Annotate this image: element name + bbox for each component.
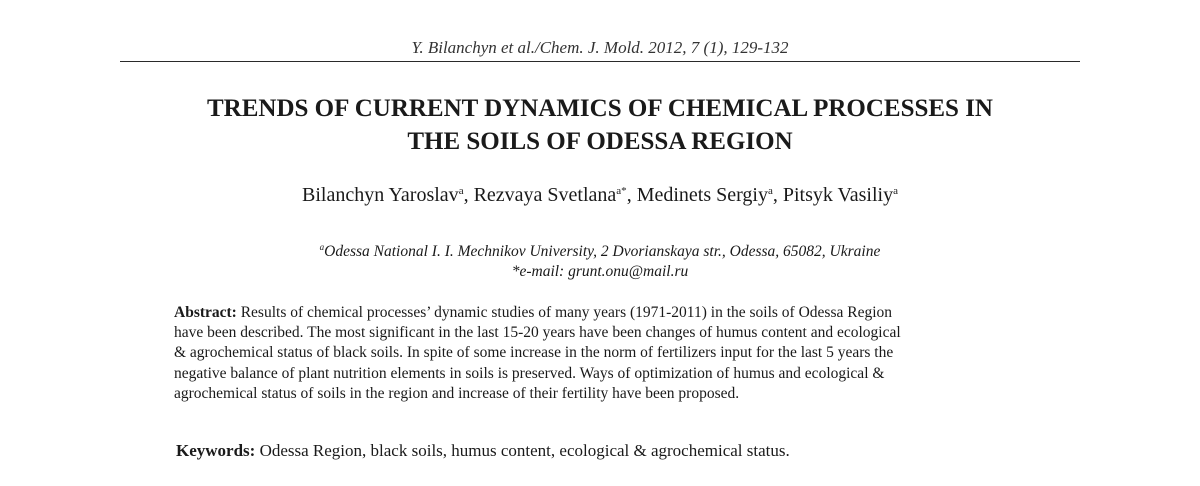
- title-line-1: TRENDS OF CURRENT DYNAMICS OF CHEMICAL PROCESSES IN: [207, 95, 993, 122]
- keywords-text: Odessa Region, black soils, humus content, ecological & agrochemical status.: [255, 441, 790, 460]
- author-affiliation-mark: a*: [616, 185, 627, 197]
- author-affiliation-mark: a: [893, 185, 898, 197]
- abstract-line: have been described. The most significant in the last 15-20 years have been changes of humus content and ecological: [174, 324, 901, 342]
- author-separator: ,: [463, 184, 474, 206]
- abstract-line: agrochemical status of soils in the region and increase of their fertility have been proposed.: [174, 384, 740, 402]
- abstract-label: Abstract:: [174, 304, 237, 321]
- keywords: [176, 441, 1036, 461]
- author-name: Pitsyk Vasiliy: [782, 184, 894, 206]
- running-header: Y. Bilanchyn et al./Chem. J. Mold. 2012, 7 (1), 129-132: [411, 38, 789, 57]
- author-name: Rezvaya Svetlana: [473, 184, 617, 206]
- contact-email: *e-mail: grunt.onu@mail.ru: [511, 263, 689, 280]
- abstract-text: Results of chemical processes’ dynamic studies of many years (1971-2011) in the soils of Odessa Region: [236, 304, 893, 321]
- abstract-line: negative balance of plant nutrition elements in soils is preserved. Ways of optimization of humus and ecological &: [174, 364, 885, 382]
- abstract-line: & agrochemical status of black soils. In spite of some increase in the norm of fertilizers input for the last 5 years the: [174, 344, 894, 362]
- paper-title: [120, 92, 1080, 158]
- author-affiliation-mark: a: [458, 185, 464, 197]
- author-name: Medinets Sergiy: [636, 184, 768, 206]
- affiliation-block: [120, 237, 1080, 282]
- keywords-label: Keywords:: [176, 441, 256, 460]
- author-affiliation-mark: a: [767, 185, 773, 197]
- author-name: Bilanchyn Yaroslav: [302, 184, 459, 206]
- affiliation-line: [120, 237, 1080, 262]
- affiliation-text: Odessa National I. I. Mechnikov University, 2 Dvorianskaya str., Odessa, 65082, Ukraine: [324, 243, 881, 260]
- abstract-line: [174, 303, 1034, 323]
- author-separator: ,: [772, 184, 783, 206]
- author-list: [120, 184, 1080, 207]
- header-rule: [120, 61, 1080, 62]
- abstract: [174, 303, 1034, 404]
- author-separator: ,: [626, 184, 637, 206]
- title-line-2: THE SOILS OF ODESSA REGION: [407, 128, 793, 155]
- affiliation-mark: a: [319, 242, 325, 252]
